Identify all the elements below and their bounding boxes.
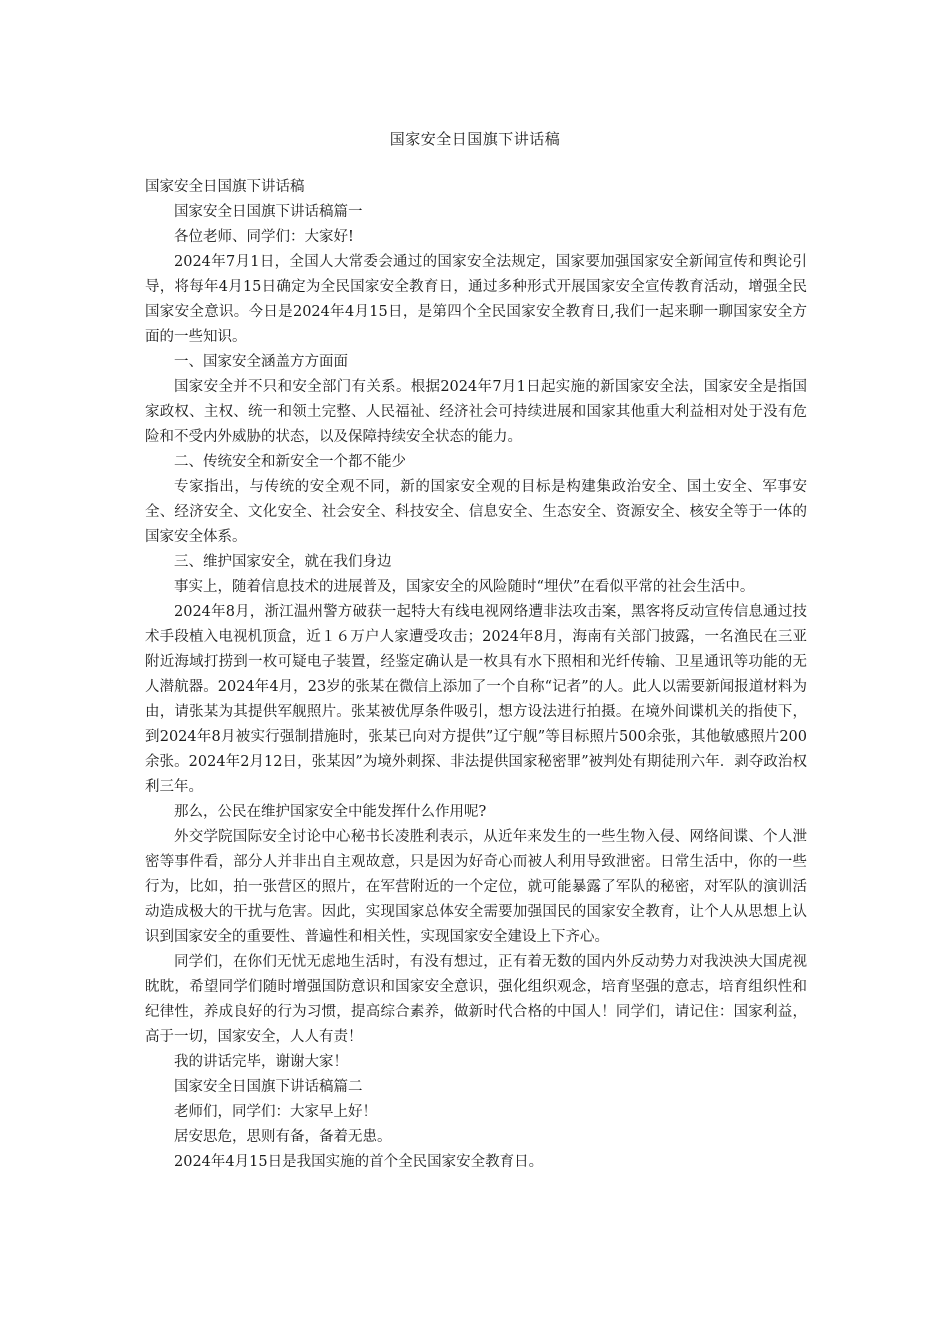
paragraph: 2024年7月1日，全国人大常委会通过的国家安全法规定，国家要加强国家安全新闻宣传和舆论引导，将每年4月15日确定为全民国家安全教育日，通过多种形式开展国家安全宣传教育活动，增强全民国家安全意识。今日是2024年4月15日，是第四个全民国家安全教育日,我们一起来聊一聊国家安全方面的一些知识。 bbox=[145, 254, 807, 345]
section-title-part-one: 国家安全日国旗下讲话稿篇一 bbox=[174, 204, 363, 220]
subheading: 二、传统安全和新安全一个都不能少 bbox=[174, 454, 406, 470]
document-body bbox=[145, 175, 807, 1175]
paragraph: 国家安全并不只和安全部门有关系。根据2024年7月1日起实施的新国家安全法，国家安全是指国家政权、主权、统一和领土完整、人民福祉、经济社会可持续进展和国家其他重大利益相对处于没有危险和不受内外威胁的状态，以及保障持续安全状态的能力。 bbox=[145, 379, 807, 445]
subheading: 一、国家安全涵盖方方面面 bbox=[174, 354, 348, 370]
section-title-part-two: 国家安全日国旗下讲话稿篇二 bbox=[174, 1079, 363, 1095]
paragraph: 外交学院国际安全讨论中心秘书长凌胜利表示，从近年来发生的一些生物入侵、网络间谍、个人泄密等事件看，部分人并非出自主观故意，只是因为好奇心而被人利用导致泄密。日常生活中，你的一些行为，比如，拍一张营区的照片，在军营附近的一个定位，就可能暴露了军队的秘密，对军队的演训活动造成极大的干扰与危害。因此，实现国家总体安全需要加强国民的国家安全教育，让个人从思想上认识到国家安全的重要性、普遍性和相关性，实现国家安全建设上下齐心。 bbox=[145, 829, 807, 945]
paragraph: 事实上，随着信息技术的进展普及，国家安全的风险随时“埋伏”在看似平常的社会生活中。 bbox=[174, 579, 755, 595]
paragraph: 2024年4月15日是我国实施的首个全民国家安全教育日。 bbox=[174, 1154, 544, 1170]
greeting: 各位老师、同学们：大家好! bbox=[174, 229, 354, 245]
subheading: 三、维护国家安全，就在我们身边 bbox=[174, 554, 392, 570]
greeting: 老师们，同学们：大家早上好！ bbox=[174, 1104, 377, 1120]
paragraph: 专家指出，与传统的安全观不同，新的国家安全观的目标是构建集政治安全、国土安全、军事安全、经济安全、文化安全、社会安全、科技安全、信息安全、生态安全、资源安全、核安全等于一体的国家安全体系。 bbox=[145, 479, 807, 545]
body-heading: 国家安全日国旗下讲话稿 bbox=[145, 179, 305, 195]
closing-line: 我的讲话完毕，谢谢大家！ bbox=[174, 1054, 348, 1070]
paragraph: 居安思危，思则有备，备着无患。 bbox=[174, 1129, 392, 1145]
document-title: 国家安全日国旗下讲话稿 bbox=[389, 130, 561, 148]
paragraph: 同学们，在你们无忧无虑地生活时，有没有想过，正有着无数的国内外反动势力对我泱泱大国虎视眈眈，希望同学们随时增强国防意识和国家安全意识，强化组织观念，培育坚强的意志，培育组织性和纪律性，养成良好的行为习惯，提高综合素养，做新时代合格的中国人！同学们，请记住：国家利益，高于一切，国家安全，人人有责！ bbox=[145, 954, 807, 1045]
paragraph: 那么，公民在维护国家安全中能发挥什么作用呢? bbox=[174, 804, 487, 820]
paragraph: 2024年8月，浙江温州警方破获一起特大有线电视网络遭非法攻击案，黑客将反动宣传信息通过技术手段植入电视机顶盒，近１６万户人家遭受攻击；2024年8月，海南有关部门披露，一名渔民在三亚附近海域打捞到一枚可疑电子装置，经鉴定确认是一枚具有水下照相和光纤传输、卫星通讯等功能的无人潜航器。2024年4月，23岁的张某在微信上添加了一个自称“记者”的人。此人以需要新闻报道材料为由，请张某为其提供军舰照片。张某被优厚条件吸引，想方设法进行拍摄。在境外间谍机关的指使下，到2024年8月被实行强制措施时，张某已向对方提供”辽宁舰”等目标照片500余张，其他敏感照片200余张。2024年2月12日，张某因”为境外刺探、非法提供国家秘密罪”被判处有期徒刑六年．剥夺政治权利三年。 bbox=[145, 604, 807, 795]
